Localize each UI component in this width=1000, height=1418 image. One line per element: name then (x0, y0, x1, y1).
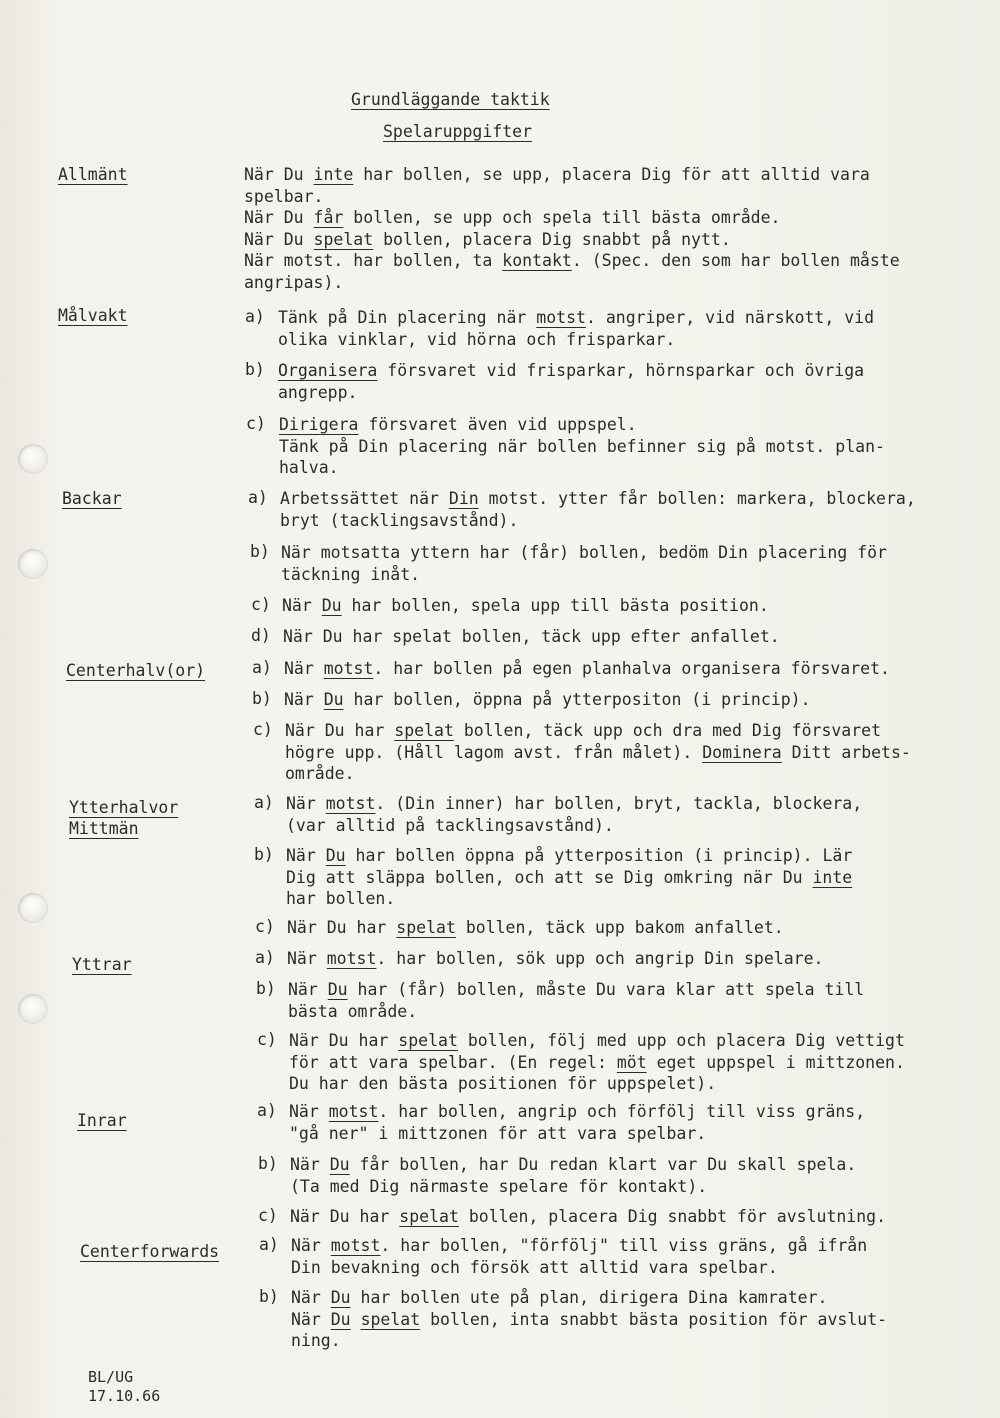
text-line (284, 689, 811, 710)
text-span: När (289, 1102, 329, 1121)
punch-hole (18, 893, 48, 923)
underlined-word: Du (330, 1288, 351, 1307)
text-line (291, 1287, 827, 1308)
text-line (279, 457, 339, 478)
punch-hole (18, 994, 48, 1024)
text-line (244, 272, 343, 293)
item-letter: a) (255, 948, 275, 967)
section-label: Backar (62, 489, 122, 508)
text-span: När Du har spelat bollen, täck upp efter anfallet. (283, 627, 780, 646)
text-span: bollen, följ med upp och placera Dig vettigt (457, 1031, 905, 1050)
item-letter: c) (251, 595, 271, 614)
underlined-word: Du (321, 596, 342, 615)
text-line (278, 382, 357, 403)
text-line (290, 1176, 707, 1197)
item-letter: c) (255, 917, 275, 936)
text-line (283, 626, 780, 647)
underlined-word: spelat (360, 1309, 421, 1329)
text-span: bollen, inta snabbt bästa position för avslut- (420, 1309, 888, 1329)
text-line (286, 888, 395, 909)
text-span: Din bevakning och försök att alltid vara spelbar. (291, 1257, 778, 1277)
text-line (244, 207, 780, 228)
item-letter: d) (251, 626, 271, 645)
text-span: När (282, 596, 322, 615)
item-letter: a) (257, 1101, 277, 1120)
text-line (282, 595, 769, 616)
text-line (289, 1052, 905, 1073)
section-label: Ytterhalvor Mittmän (69, 798, 179, 838)
item-letter: b) (252, 689, 272, 708)
text-line (289, 1123, 706, 1144)
text-line (288, 979, 864, 1000)
text-span: ning. (291, 1331, 341, 1350)
underlined-word: Du (330, 1309, 351, 1329)
item-letter: b) (256, 979, 276, 998)
section-label: Centerforwards (80, 1242, 220, 1261)
item-letter: a) (248, 488, 268, 507)
text-span: "gå ner" i mittzonen för att vara spelbar. (289, 1123, 707, 1143)
text-span: . har bollen, angrip och förfölj till viss gräns, (378, 1102, 866, 1121)
text-line (285, 720, 881, 741)
text-span: olika vinklar, vid hörna och frisparkar. (278, 329, 676, 349)
text-line (279, 436, 885, 457)
text-span: När Du (244, 208, 314, 227)
text-span: När (288, 980, 328, 999)
item-letter: a) (252, 658, 272, 677)
text-span: När Du har (289, 1031, 399, 1050)
text-line (286, 867, 852, 888)
section-label: Målvakt (58, 306, 128, 325)
text-span: försvaret vid frisparkar, hörnsparkar och övriga (377, 361, 865, 380)
text-span: När motst. har bollen, ta (244, 251, 503, 270)
text-line (286, 815, 614, 836)
item-letter: b) (258, 1154, 278, 1173)
underlined-word: spelat (399, 1207, 459, 1226)
text-span: täckning inåt. (281, 564, 421, 584)
underlined-word: Du (327, 980, 348, 999)
underlined-word: motst (536, 308, 586, 327)
text-span: har bollen öppna på ytterposition (i princip). Lär (345, 846, 853, 865)
text-line (291, 1309, 887, 1330)
text-line (244, 164, 870, 185)
footer-initials: BL/UG (88, 1368, 134, 1386)
text-span: När motsatta yttern har (får) bollen, bedöm Din placering för (281, 543, 887, 562)
text-span: motst. ytter får bollen: markera, blockera, (478, 489, 916, 508)
text-line (280, 510, 518, 531)
underlined-word: motst (325, 794, 376, 813)
text-line (286, 845, 852, 866)
underlined-word: Dirigera (279, 415, 359, 434)
underlined-word: inte (812, 867, 853, 887)
text-line (285, 763, 355, 784)
text-span: har bollen, spela upp till bästa position. (341, 596, 769, 615)
text-span: har bollen, öppna på ytterpositon (i princip). (343, 690, 811, 709)
item-letter: a) (245, 307, 265, 326)
text-line (285, 742, 911, 763)
section-label: Centerhalv(or) (66, 661, 206, 680)
text-line (244, 250, 900, 271)
text-span: bollen, se upp och spela till bästa område. (343, 208, 781, 227)
text-line (278, 360, 864, 381)
item-letter: b) (259, 1287, 279, 1306)
text-span: för att vara spelbar. (En regel: (289, 1052, 617, 1072)
text-span: (var alltid på tacklingsavstånd). (286, 815, 614, 835)
text-span: Ditt arbets- (781, 742, 911, 762)
text-line (280, 488, 916, 509)
text-line (288, 1001, 417, 1022)
text-line (287, 917, 784, 938)
underlined-word: motst (328, 1102, 379, 1121)
text-span: När (286, 794, 326, 813)
text-line (287, 948, 823, 969)
item-letter: a) (259, 1235, 279, 1254)
text-span: Tänk på Din placering när bollen befinner sig på motst. plan- (279, 436, 885, 456)
text-span: angripas). (244, 272, 344, 292)
text-line (281, 542, 887, 563)
item-letter: b) (245, 360, 265, 379)
text-span: När (287, 949, 327, 968)
text-span: högre upp. (Håll lagom avst. från målet). (285, 742, 703, 762)
underlined-word: motst (323, 659, 374, 678)
item-letter: b) (254, 845, 274, 864)
text-line (278, 329, 675, 350)
underlined-word: spelat (398, 1031, 458, 1050)
text-line (244, 229, 731, 250)
underlined-word: spelat (313, 229, 374, 249)
text-span: spelbar. (244, 186, 324, 206)
text-line (244, 186, 323, 207)
text-line (279, 414, 637, 435)
text-span: . har bollen, "förfölj" till viss gräns, gå ifrån (380, 1236, 868, 1255)
text-span: När (291, 1309, 331, 1329)
text-span: När Du har (285, 721, 395, 740)
underlined-word: spelat (396, 918, 456, 937)
text-span: har (får) bollen, måste Du vara klar att spela till (347, 980, 865, 999)
item-letter: c) (258, 1206, 278, 1225)
text-span: bollen, placera Dig snabbt för avslutning. (458, 1207, 887, 1226)
underlined-word: spelat (394, 721, 454, 740)
text-line (281, 564, 420, 585)
text-line (290, 1206, 886, 1227)
text-span: Arbetssättet när (280, 489, 449, 508)
text-span: . angriper, vid närskott, vid (585, 308, 875, 327)
section-label: Inrar (77, 1111, 127, 1130)
text-span: När (291, 1236, 331, 1255)
text-span: område. (285, 764, 355, 783)
footer-date: 17.10.66 (88, 1387, 161, 1405)
item-letter: c) (253, 720, 273, 739)
underlined-word: möt (616, 1052, 647, 1072)
text-span: . har bollen på egen planhalva organisera försvaret. (373, 659, 890, 678)
text-span: När Du har (290, 1207, 400, 1226)
text-line (289, 1073, 716, 1094)
text-span: angrepp. (278, 382, 358, 402)
text-span: bästa område. (288, 1001, 418, 1021)
text-span: När (286, 846, 326, 865)
text-line (278, 307, 874, 328)
text-span: halva. (279, 458, 339, 477)
text-line (290, 1154, 856, 1175)
text-span: . har bollen, sök upp och angrip Din spelare. (376, 949, 824, 968)
punch-hole (18, 549, 48, 579)
text-span: När Du har (287, 918, 397, 937)
underlined-word: Dominera (702, 742, 782, 762)
text-span: har bollen, se upp, placera Dig för att alltid vara (353, 165, 870, 184)
text-line (286, 793, 862, 814)
text-span: . (Spec. den som har bollen måste (571, 251, 900, 270)
document-title: Grundläggande taktik (351, 90, 550, 109)
underlined-word: Organisera (278, 361, 378, 380)
text-span: försvaret även vid uppspel. (358, 415, 637, 434)
text-span: har bollen. (286, 889, 396, 908)
underlined-word: motst (326, 949, 377, 968)
text-span: bollen, täck upp bakom anfallet. (455, 918, 784, 937)
item-letter: c) (246, 414, 266, 433)
section-label: Yttrar (72, 955, 132, 974)
section-label: Allmänt (58, 165, 128, 184)
text-span: får bollen, har Du redan klart var Du skall spela. (349, 1155, 857, 1174)
text-line (289, 1101, 865, 1122)
text-line (291, 1235, 867, 1256)
text-line (291, 1330, 341, 1351)
text-span (351, 1310, 361, 1329)
text-span: Dig att släppa bollen, och att se Dig omkring när Du (286, 867, 813, 887)
text-span: När (284, 690, 324, 709)
underlined-word: Du (325, 846, 346, 865)
underlined-word: får (313, 208, 344, 227)
text-line (291, 1257, 778, 1278)
text-span: eget uppspel i mittzonen. (646, 1052, 905, 1072)
text-span: När (284, 659, 324, 678)
text-span: har bollen ute på plan, dirigera Dina kamrater. (350, 1288, 828, 1307)
punch-hole (18, 444, 48, 474)
text-span: (Ta med Dig närmaste spelare för kontakt). (290, 1176, 708, 1196)
underlined-word: kontakt (502, 251, 572, 270)
underlined-word: motst (330, 1236, 381, 1255)
underlined-word: Du (329, 1155, 350, 1174)
text-span: Tänk på Din placering när (278, 308, 537, 327)
item-letter: b) (250, 542, 270, 561)
item-letter: c) (257, 1030, 277, 1049)
text-span: . (Din inner) har bollen, bryt, tackla, blockera, (375, 794, 863, 813)
text-span: Du har den bästa positionen för uppspelet). (289, 1074, 717, 1093)
text-span: bollen, placera Dig snabbt på nytt. (373, 229, 731, 249)
document-subtitle: Spelaruppgifter (383, 122, 533, 141)
text-span: bollen, täck upp och dra med Dig försvaret (453, 721, 882, 740)
text-line (284, 658, 890, 679)
underlined-word: Du (323, 690, 344, 709)
underlined-word: Din (448, 489, 479, 508)
item-letter: a) (254, 793, 274, 812)
text-span: När Du (244, 229, 314, 249)
text-span: När (291, 1288, 331, 1307)
text-line (289, 1030, 905, 1051)
text-span: När Du (244, 165, 314, 184)
text-span: När (290, 1155, 330, 1174)
underlined-word: inte (313, 165, 354, 184)
text-span: bryt (tacklingsavstånd). (280, 510, 519, 530)
